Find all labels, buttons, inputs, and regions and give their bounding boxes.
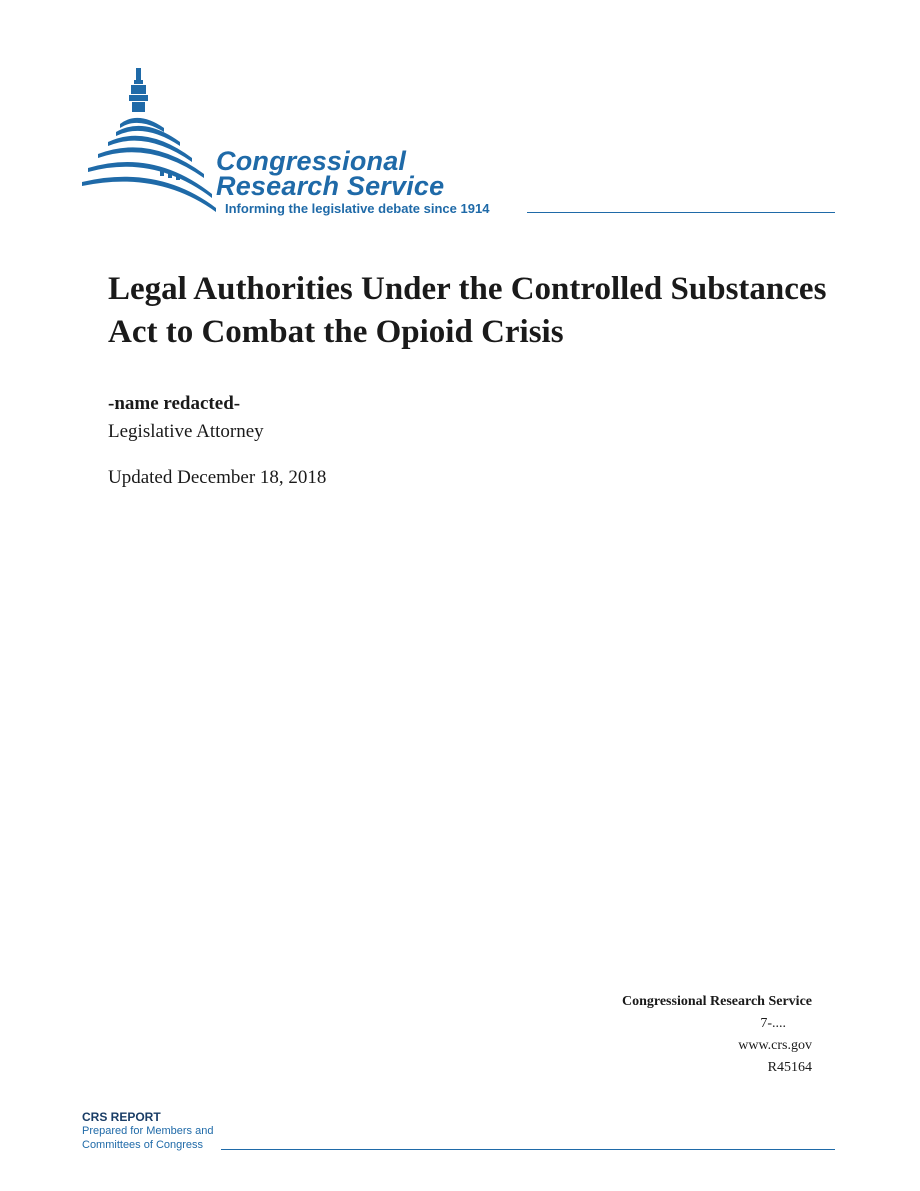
- logo-text-research-service: Research Service: [216, 171, 445, 201]
- footer-line-2: Committees of Congress: [82, 1139, 204, 1151]
- report-number: R45164: [767, 1060, 812, 1075]
- crs-website: www.crs.gov: [738, 1038, 812, 1053]
- author-name: -name redacted-: [108, 393, 241, 414]
- logo-tagline: Informing the legislative debate since 1914: [225, 201, 490, 216]
- logo-divider: [527, 212, 835, 213]
- footer-label: CRS REPORT: [82, 1110, 161, 1124]
- crs-organization: Congressional Research Service: [621, 994, 812, 1009]
- author-role: Legislative Attorney: [108, 421, 264, 442]
- crs-contact-block: [622, 991, 812, 1079]
- crs-logo: [80, 66, 840, 226]
- capitol-dome-icon: [80, 66, 220, 218]
- crs-phone: 7-....: [760, 1016, 786, 1031]
- logo-text-congressional: Congressional: [216, 146, 407, 176]
- footer-line-1: Prepared for Members and: [82, 1125, 214, 1137]
- footer-divider: [221, 1149, 835, 1150]
- report-title: Legal Authorities Under the Controlled Substances Act to Combat the Opioid Crisis: [108, 271, 827, 350]
- updated-date: Updated December 18, 2018: [108, 467, 327, 488]
- footer-block: [82, 1110, 213, 1152]
